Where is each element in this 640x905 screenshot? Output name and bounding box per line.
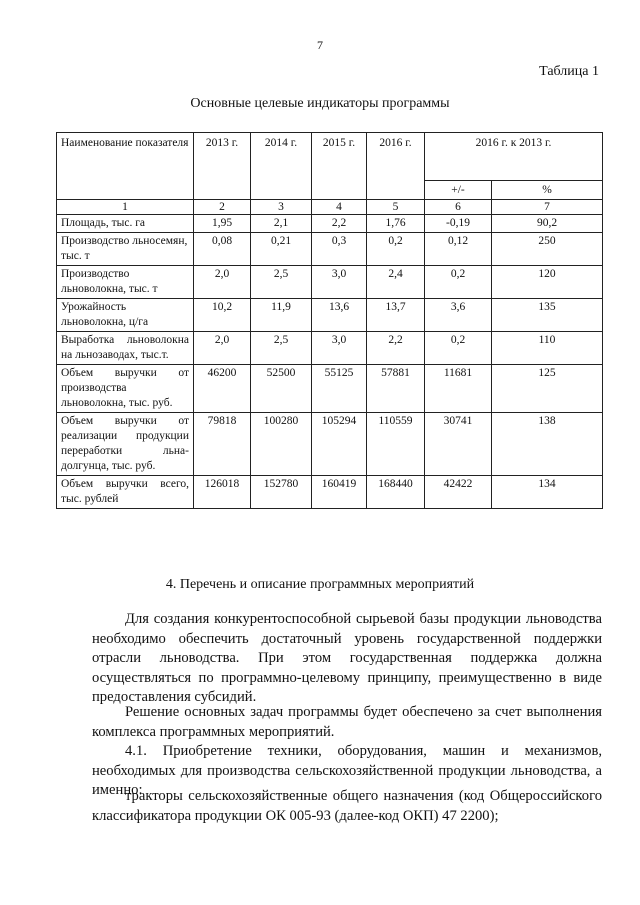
value-diff: 0,2: [425, 332, 492, 365]
value-2015: 2,2: [312, 215, 367, 233]
column-number: 2: [194, 200, 251, 215]
table-row: [57, 299, 603, 332]
value-percent: 138: [492, 413, 603, 476]
value-2015: 0,3: [312, 233, 367, 266]
value-2014: 52500: [251, 365, 312, 413]
indicator-name: Выработка льноволокна на льнозаводах, тыс.т.: [57, 332, 194, 365]
value-2015: 105294: [312, 413, 367, 476]
value-2013: 2,0: [194, 266, 251, 299]
value-2016: 110559: [367, 413, 425, 476]
value-diff: -0,19: [425, 215, 492, 233]
value-2015: 55125: [312, 365, 367, 413]
column-number: 7: [492, 200, 603, 215]
value-2015: 3,0: [312, 266, 367, 299]
paragraph-equipment-purchase: 4.1. Приобретение техники, оборудования, машин и механизмов, необходимых для производства сельскохозяйственной продукции льноводства, а именно:: [92, 743, 602, 798]
value-percent: 90,2: [492, 215, 603, 233]
page-number: 7: [317, 38, 323, 52]
value-diff: 11681: [425, 365, 492, 413]
table-row: [57, 365, 603, 413]
paragraph-program-tasks: Решение основных задач программы будет обеспечено за счет выполнения комплекса программных мероприятий.: [92, 704, 602, 740]
value-2015: 13,6: [312, 299, 367, 332]
column-number: 3: [251, 200, 312, 215]
value-2016: 2,2: [367, 332, 425, 365]
value-percent: 110: [492, 332, 603, 365]
header-year-2015: 2015 г.: [312, 133, 367, 200]
value-2016: 57881: [367, 365, 425, 413]
column-number: 4: [312, 200, 367, 215]
value-2015: 3,0: [312, 332, 367, 365]
value-2016: 0,2: [367, 233, 425, 266]
value-2013: 2,0: [194, 332, 251, 365]
indicator-name: Производство льноволокна, тыс. т: [57, 266, 194, 299]
section-heading: 4. Перечень и описание программных мероприятий: [165, 577, 475, 592]
value-2013: 0,08: [194, 233, 251, 266]
value-percent: 135: [492, 299, 603, 332]
header-year-2016: 2016 г.: [367, 133, 425, 200]
value-diff: 42422: [425, 476, 492, 509]
value-2014: 11,9: [251, 299, 312, 332]
indicator-name: Урожайность льноволокна, ц/га: [57, 299, 194, 332]
header-diff: +/-: [425, 181, 492, 200]
column-numbers-row: [57, 200, 603, 215]
indicator-name: Объем выручки от реализации продукции переработки льна-долгунца, тыс. руб.: [57, 413, 194, 476]
value-2015: 160419: [312, 476, 367, 509]
table-row: [57, 332, 603, 365]
column-number: 6: [425, 200, 492, 215]
value-2014: 2,5: [251, 332, 312, 365]
value-percent: 125: [492, 365, 603, 413]
column-number: 5: [367, 200, 425, 215]
header-indicator-name: Наименование показателя: [57, 133, 194, 200]
table-row: [57, 215, 603, 233]
header-year-2014: 2014 г.: [251, 133, 312, 200]
indicator-name: Площадь, тыс. га: [57, 215, 194, 233]
value-2014: 2,1: [251, 215, 312, 233]
indicators-table: [56, 132, 603, 509]
value-2016: 2,4: [367, 266, 425, 299]
value-percent: 134: [492, 476, 603, 509]
table-title: Основные целевые индикаторы программы: [190, 96, 450, 111]
indicator-name: Объем выручки от производства льноволокна, тыс. руб.: [57, 365, 194, 413]
value-2014: 2,5: [251, 266, 312, 299]
value-diff: 0,2: [425, 266, 492, 299]
value-2016: 168440: [367, 476, 425, 509]
indicator-name: Производство льносемян, тыс. т: [57, 233, 194, 266]
table-row: [57, 413, 603, 476]
value-2013: 46200: [194, 365, 251, 413]
value-2013: 79818: [194, 413, 251, 476]
table-caption: Таблица 1: [539, 64, 599, 79]
value-diff: 30741: [425, 413, 492, 476]
header-year-2013: 2013 г.: [194, 133, 251, 200]
paragraph-tractors: тракторы сельскохозяйственные общего назначения (код Общероссийского классификатора продукции ОК 005-93 (далее-код ОКП) 47 2200);: [92, 788, 602, 824]
value-2016: 1,76: [367, 215, 425, 233]
value-diff: 3,6: [425, 299, 492, 332]
value-2013: 1,95: [194, 215, 251, 233]
header-percent: %: [492, 181, 603, 200]
value-2014: 152780: [251, 476, 312, 509]
table-row: [57, 233, 603, 266]
value-percent: 120: [492, 266, 603, 299]
value-2013: 10,2: [194, 299, 251, 332]
paragraph-state-support: Для создания конкурентоспособной сырьевой базы продукции льноводства необходимо обеспечить достаточный уровень государственной поддержки отрасли льноводства. При этом государственная поддержка должна осуществляться по программно-целевому принципу, преимущественно в виде предоставления субсидий.: [92, 611, 602, 705]
value-diff: 0,12: [425, 233, 492, 266]
value-percent: 250: [492, 233, 603, 266]
table-row: [57, 266, 603, 299]
value-2016: 13,7: [367, 299, 425, 332]
header-comparison: 2016 г. к 2013 г.: [425, 133, 603, 181]
value-2014: 100280: [251, 413, 312, 476]
value-2013: 126018: [194, 476, 251, 509]
table-row: [57, 476, 603, 509]
value-2014: 0,21: [251, 233, 312, 266]
column-number: 1: [57, 200, 194, 215]
indicator-name: Объем выручки всего, тыс. рублей: [57, 476, 194, 509]
